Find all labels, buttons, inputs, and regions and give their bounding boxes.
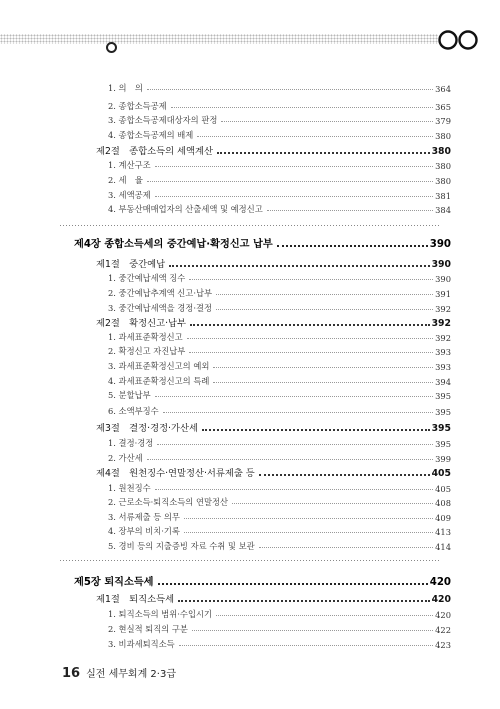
toc-item [108, 285, 451, 299]
toc-page-number: 380 [435, 161, 451, 171]
toc-item [108, 157, 451, 171]
toc-page-number: 420 [429, 577, 451, 588]
dot-leader [189, 279, 433, 280]
toc-page-number: 379 [435, 116, 451, 126]
page-footer [62, 665, 176, 681]
toc-page-number: 405 [435, 484, 451, 494]
toc-section [96, 420, 451, 434]
toc-chapter [74, 574, 451, 588]
dot-leader [171, 107, 434, 108]
toc-item-title: 3. 서류제출 등 의무 [108, 512, 180, 522]
toc-page-number: 380 [431, 146, 451, 157]
dot-leader [179, 645, 433, 646]
header-dot-band [0, 34, 438, 44]
toc-page-number: 381 [435, 191, 451, 201]
toc-item-title: 2. 중간예납추계액 신고·납부 [108, 288, 212, 298]
toc-section [96, 256, 451, 270]
toc-item [108, 387, 451, 401]
dot-leader [259, 474, 430, 476]
dot-leader [178, 600, 430, 602]
toc-item [108, 435, 451, 449]
toc-item-title: 2. 종합소득공제 [108, 101, 167, 111]
dot-leader [163, 412, 434, 413]
toc-item-title: 1. 과세표준확정신고 [108, 332, 183, 342]
toc-section-title: 제1절 퇴직소득세 [96, 594, 175, 605]
dot-leader [155, 489, 434, 490]
toc-item-title: 3. 종합소득공제대상자의 판정 [108, 115, 218, 125]
toc-item [108, 621, 451, 635]
dot-leader [277, 245, 428, 247]
dot-leader [190, 324, 430, 326]
toc-item [108, 112, 451, 126]
toc-page-number: 390 [431, 259, 451, 270]
toc-page-number: 399 [435, 454, 451, 464]
toc-item [108, 509, 451, 523]
toc-item-title: 4. 종합소득공제의 배제 [108, 130, 194, 140]
toc-item-title: 1. 계산구조 [108, 160, 151, 170]
toc-item [108, 538, 451, 552]
toc-item [108, 343, 451, 357]
dot-leader [213, 382, 433, 383]
chapter-separator [60, 560, 440, 561]
toc-page-number: 384 [435, 205, 451, 215]
toc-chapter-title: 제5장 퇴직소득세 [74, 577, 154, 588]
dot-leader [213, 367, 433, 368]
toc-page-number: 395 [435, 439, 451, 449]
toc-item-title: 2. 세 율 [108, 175, 143, 185]
toc-section [96, 143, 451, 157]
toc-item [108, 358, 451, 372]
toc-item [108, 300, 451, 314]
toc-item-title: 3. 세액공제 [108, 190, 151, 200]
dot-leader [259, 547, 434, 548]
dot-leader [147, 181, 433, 182]
toc-page-number: 409 [435, 513, 451, 523]
toc-item-title: 5. 분할납부 [108, 390, 151, 400]
toc-section-title: 제2절 종합소득의 세액계산 [96, 146, 213, 157]
toc-section-title: 제1절 중간예납 [96, 259, 166, 270]
toc-item-title: 4. 부동산매매업자의 산출세액 및 예정신고 [108, 204, 263, 214]
toc-item [108, 201, 451, 215]
toc-item [108, 480, 451, 494]
toc-item-title: 3. 과세표준확정신고의 예외 [108, 361, 210, 371]
toc-page-number: 405 [431, 468, 451, 479]
toc-section [96, 315, 451, 329]
toc-item [108, 373, 451, 387]
dot-leader [202, 429, 430, 431]
dot-leader [216, 294, 433, 295]
toc-page-number: 413 [435, 527, 451, 537]
toc-item-title: 2. 가산세 [108, 453, 143, 463]
dot-leader [147, 89, 433, 90]
toc-item [108, 187, 451, 201]
dot-leader [192, 630, 433, 631]
toc-page-number: 365 [435, 102, 451, 112]
dot-leader [157, 444, 433, 445]
toc-page-number: 420 [435, 610, 451, 620]
toc-page-number: 408 [435, 498, 451, 508]
toc-page-number: 422 [435, 625, 451, 635]
toc-item [108, 606, 451, 620]
toc-item [108, 329, 451, 343]
toc-item [108, 270, 451, 284]
toc-section [96, 591, 451, 605]
dot-leader [147, 459, 434, 460]
toc-item [108, 403, 451, 417]
toc-item-title: 1. 의 의 [108, 83, 143, 93]
toc-page-number: 380 [435, 131, 451, 141]
toc-section [96, 465, 451, 479]
toc-item [108, 523, 451, 537]
dot-leader [155, 196, 434, 197]
toc-page-number: 390 [435, 274, 451, 284]
toc-page-number: 364 [435, 84, 451, 94]
toc-page-number: 394 [435, 377, 451, 387]
dot-leader [217, 152, 430, 154]
toc-item-title: 6. 소액부징수 [108, 406, 159, 416]
toc-item-title: 4. 장부의 비치·기록 [108, 526, 180, 536]
toc-item-title: 1. 중간예납세액 징수 [108, 273, 186, 283]
toc-page-number: 392 [435, 304, 451, 314]
toc-chapter [74, 236, 451, 250]
book-title: 실전 세무회계 2·3급 [86, 669, 176, 680]
dot-leader [267, 210, 433, 211]
toc-section-title: 제2절 확정신고·납부 [96, 318, 187, 329]
dot-leader [169, 265, 429, 267]
toc-item-title: 2. 현실적 퇴직의 구분 [108, 624, 188, 634]
chapter-separator [60, 225, 440, 226]
toc-item [108, 98, 451, 112]
toc-section-title: 제4절 원천징수·연말정산·서류제출 등 [96, 468, 255, 479]
dot-leader [221, 121, 433, 122]
toc-page-number: 392 [431, 318, 451, 329]
circle-bullet-icon [106, 42, 117, 53]
toc-page-number: 423 [435, 640, 451, 650]
toc-page-number: 414 [435, 542, 451, 552]
toc-item-title: 5. 경비 등의 지출증빙 자료 수취 및 보관 [108, 541, 255, 551]
toc-page-number: 393 [435, 347, 451, 357]
double-ring-ornament [437, 29, 481, 51]
dot-leader [216, 615, 433, 616]
dot-leader [187, 338, 433, 339]
toc-item-title: 4. 과세표준확정신고의 특례 [108, 376, 210, 386]
dot-leader [197, 136, 433, 137]
toc-item-title: 2. 확정신고 자진납부 [108, 346, 186, 356]
toc-page-number: 392 [435, 333, 451, 343]
toc-page-number: 380 [435, 176, 451, 186]
toc-page-number: 391 [435, 289, 451, 299]
dot-leader [232, 503, 433, 504]
toc-item-title: 3. 비과세퇴직소득 [108, 639, 175, 649]
toc-page-number: 420 [431, 594, 451, 605]
toc-item [108, 494, 451, 508]
toc-item-title: 1. 퇴직소득의 범위·수입시기 [108, 609, 212, 619]
page-number: 16 [62, 666, 81, 681]
dot-leader [155, 166, 434, 167]
toc-page-number: 390 [429, 239, 451, 250]
toc-item [108, 450, 451, 464]
toc-item [108, 127, 451, 141]
toc-item-title: 1. 원천징수 [108, 483, 151, 493]
toc-chapter-title: 제4장 종합소득세의 중간예납·확정신고 납부 [74, 239, 273, 250]
toc-item [108, 80, 451, 94]
toc-page-number: 395 [435, 407, 451, 417]
toc-item-title: 3. 중간예납세액을 경정·결정 [108, 303, 212, 313]
toc-page-number: 395 [435, 391, 451, 401]
toc-item [108, 636, 451, 650]
toc-item-title: 2. 근로소득·퇴직소득의 연말정산 [108, 497, 229, 507]
dot-leader [155, 396, 434, 397]
dot-leader [189, 352, 433, 353]
toc-section-title: 제3절 결정·경정·가산세 [96, 423, 198, 434]
toc-page-number: 395 [431, 423, 451, 434]
toc-item [108, 172, 451, 186]
dot-leader [158, 583, 428, 585]
dot-leader [216, 309, 433, 310]
toc-item-title: 1. 결정·경정 [108, 438, 154, 448]
toc-page-number: 393 [435, 362, 451, 372]
dot-leader [184, 532, 433, 533]
dot-leader [184, 518, 433, 519]
